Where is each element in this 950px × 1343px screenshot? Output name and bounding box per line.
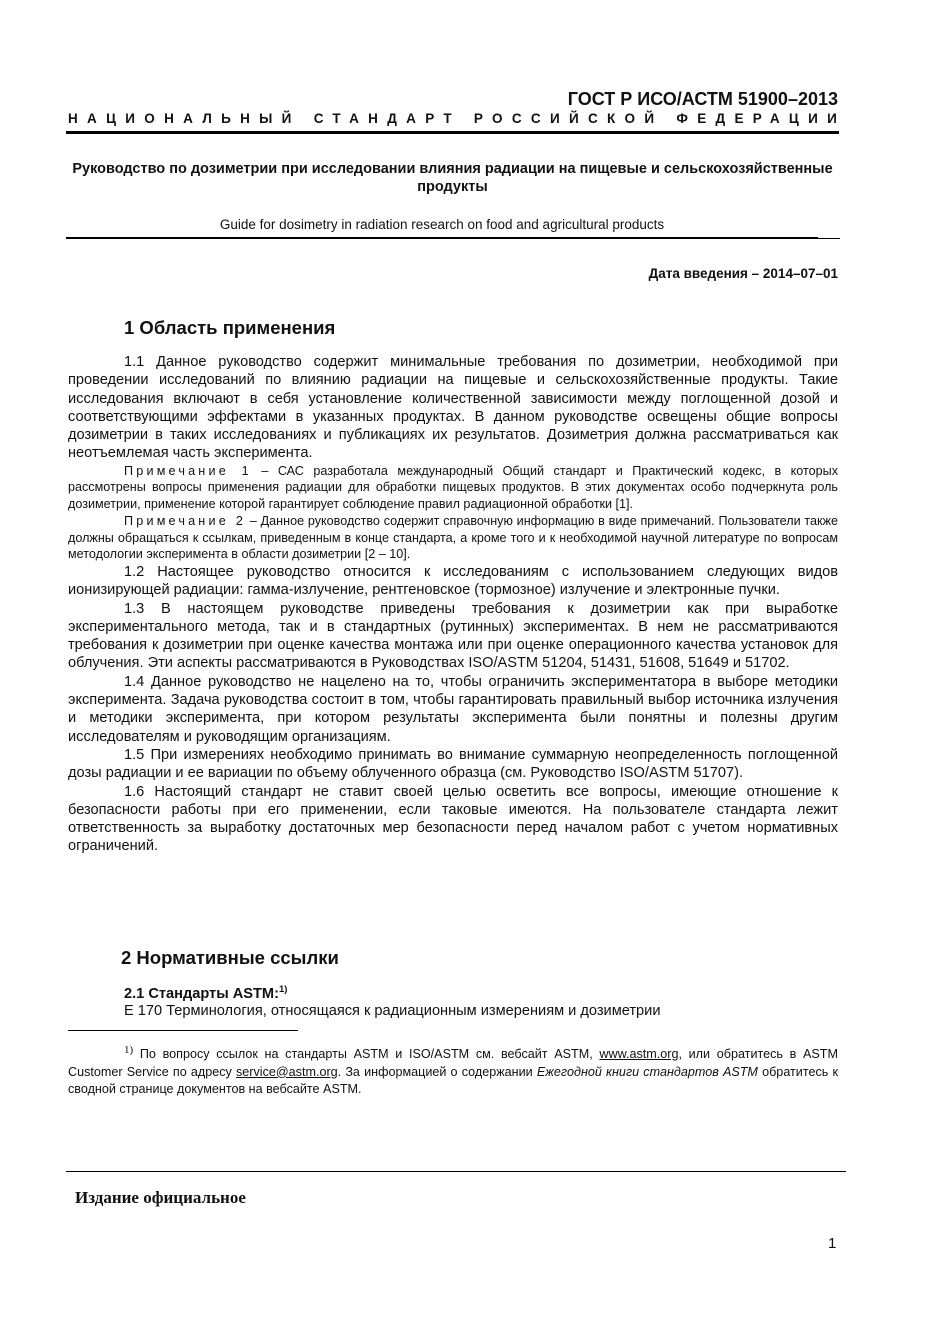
footnote-text-d: обратитесь к сводной странице документов на вебсайте ASTM. — [68, 1064, 839, 1097]
paragraph-1-3: 1.3 В настоящем руководстве приведены требования к дозиметрии как при выработке экспериментального метода, так и в стандартных (рутинных) экспериментах. В нем не рассматриваются требования к дозиметрии при оценке качества монтажа или при оценке операционного качества установок для облучения. Эти аспекты рассматриваются в Руководствах ISO/ASTM 51204, 51431, 51608, 51649 и 51702. — [68, 600, 838, 672]
paragraph-1-5: 1.5 При измерениях необходимо принимать во внимание суммарную неопределенность поглощенной дозы радиации и ее вариации по объему облученного образца (см. Руководство ISO/ASTM 51707). — [68, 746, 838, 782]
note-1-text: – САС разработала международный Общий стандарт и Практический кодекс, в которых рассмотрены вопросы применения радиации для обработки пищевых продуктов. В этих документах особо подчеркнута роль дозиметрии, применение которой гарантирует соблюдение правил радиационной обработки [1]. — [68, 463, 839, 512]
reference-e170: Е 170 Терминология, относящаяся к радиационным измерениям и дозиметрии — [124, 1003, 661, 1019]
footnote — [68, 1042, 838, 1099]
title-rule-tail — [818, 238, 840, 239]
footnote-rule — [68, 1030, 298, 1031]
note-2 — [68, 513, 838, 563]
gost-code: ГОСТ Р ИСО/АСТМ 51900–2013 — [567, 89, 838, 109]
note-2-label: Примечание 2 — [124, 513, 247, 528]
astm-website-link[interactable]: www.astm.org — [599, 1047, 679, 1062]
national-standard-banner: НАЦИОНАЛЬНЫЙ СТАНДАРТ РОССИЙСКОЙ ФЕДЕРАЦИИ — [68, 111, 847, 126]
paragraph-1-2: 1.2 Настоящее руководство относится к исследованиям с использованием следующих видов ионизирующей радиации: гамма-излучение, рентгеновское (тормозное) излучение и электронные пучки. — [68, 564, 838, 599]
paragraph-1-4: 1.4 Данное руководство не нацелено на то, чтобы ограничить экспериментатора в выборе методики эксперимента. Задача руководства состоит в том, чтобы гарантировать правильный выбор источника излучения и методики эксперимента, при котором результаты эксперимента были понятны и полезны другим исследователям и руководящим организациям. — [68, 673, 838, 745]
paragraph-1-1: 1.1 Данное руководство содержит минимальные требования по дозиметрии, необходимой при проведении исследований по влиянию радиации на пищевые и сельскохозяйственные продукты. Такие исследования включают в себя установление количественной зависимости между поглощенной дозой и соответствующими эффектами в указанных продуктах. В данном руководстве освещены общие вопросы дозиметрии в таких исследованиях и публикациях их результатов. Дозиметрия должна рассматриваться как неотъемлемая часть эксперимента. — [68, 354, 838, 462]
introduction-date: Дата введения – 2014–07–01 — [648, 266, 838, 281]
note-1-label: Примечание 1 — [124, 463, 252, 478]
note-2-text: – Данное руководство содержит справочную информацию в виде примечаний. Пользователи также должны обращаться к ссылкам, приведенным в конце стандарта, а кроме того и к необходимой научной литературе по вопросам методологии эксперимента в области дозиметрии [2 – 10]. — [68, 513, 838, 562]
page-number: 1 — [828, 1235, 837, 1252]
subsection-2-1 — [124, 984, 287, 1002]
section-1-heading: 1 Область применения — [124, 317, 336, 338]
official-edition-label: Издание официальное — [75, 1188, 246, 1207]
document-title-en: Guide for dosimetry in radiation research on food and agricultural products — [219, 217, 665, 232]
subsection-2-1-title: 2.1 Стандарты ASTM: — [124, 985, 279, 1002]
document-title-ru: Руководство по дозиметрии при исследовании влияния радиации на пищевые и сельскохозяйственные продукты — [72, 161, 833, 195]
footer-rule — [66, 1171, 846, 1172]
footnote-text-a: По вопросу ссылок на стандарты ASTM и ISO/ASTM см. вебсайт ASTM, — [133, 1047, 600, 1062]
astm-email-link[interactable]: service@astm.org — [236, 1064, 338, 1079]
section-2-heading: 2 Нормативные ссылки — [121, 947, 339, 968]
note-1 — [68, 463, 838, 513]
section-1-body — [68, 353, 838, 856]
footnote-text-b: , или обратитесь в ASTM Customer Service по адресу — [68, 1047, 838, 1079]
header-rule — [66, 131, 839, 134]
footnote-italic: Ежегодной книги стандартов ASTM — [536, 1064, 758, 1079]
footnote-ref[interactable]: 1) — [278, 984, 288, 995]
paragraph-1-6: 1.6 Настоящий стандарт не ставит своей целью осветить все вопросы, имеющие отношение к безопасности работы при его применении, если таковые имеются. На пользователе стандарта лежит ответственность за выработку достаточных мер безопасности перед началом работ с учетом нормативных ограничений. — [68, 783, 838, 855]
footnote-mark: 1) — [124, 1044, 134, 1056]
footnote-text-c: . За информацией о содержании — [337, 1064, 537, 1079]
title-rule — [66, 237, 818, 239]
